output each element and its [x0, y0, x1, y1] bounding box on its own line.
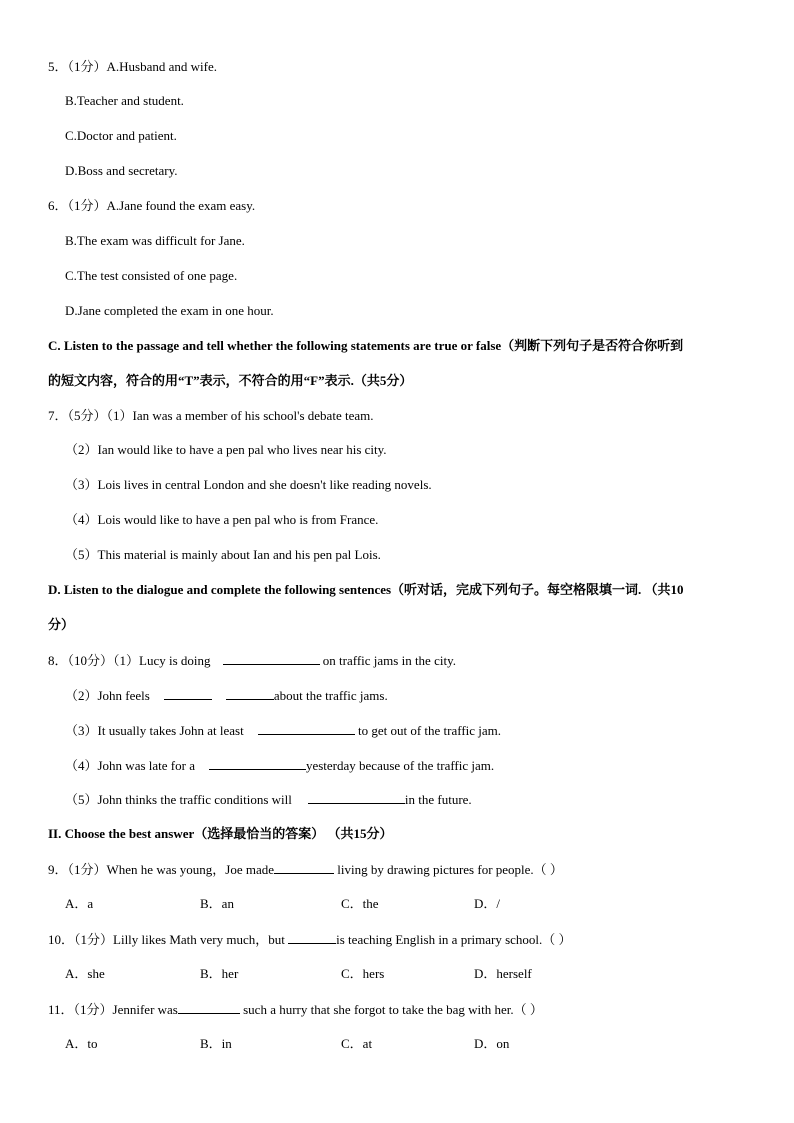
answer-blank[interactable]	[223, 652, 320, 665]
choice-d[interactable]: D．/	[474, 896, 501, 911]
choice-d[interactable]: D．on	[474, 1036, 510, 1051]
question-8-item-1-before: （1）Lucy is doing	[113, 653, 211, 668]
question-8-item-2	[65, 687, 388, 704]
answer-blank[interactable]	[274, 861, 334, 874]
question-10	[48, 931, 572, 948]
choice-d[interactable]: D．herself	[474, 966, 532, 981]
question-8-item-3-after: to get out of the traffic jam.	[354, 723, 502, 738]
question-6-option-d: D.Jane completed the exam in one hour.	[65, 303, 274, 318]
question-5-option-c: C.Doctor and patient.	[65, 128, 177, 143]
answer-blank[interactable]	[226, 687, 274, 700]
question-10-prefix: 10．（1分）	[48, 932, 114, 947]
question-10-after: is teaching English in a primary school.（ ）	[336, 932, 572, 947]
question-9-after: living by drawing pictures for people.（ ）	[334, 862, 563, 877]
question-8	[48, 652, 456, 669]
question-10-before: Lilly likes Math very much，but	[113, 932, 289, 947]
question-11-prefix: 11．（1分）	[48, 1002, 113, 1017]
question-8-item-3-before: （3）It usually takes John at least	[65, 723, 244, 738]
question-5-option-d: D.Boss and secretary.	[65, 163, 178, 178]
section-c-heading-line2: 的短文内容，符合的用“T”表示，不符合的用“F”表示.（共5分）	[48, 373, 413, 388]
question-8-prefix: 8．（10分）	[48, 653, 114, 668]
question-7-item-5: （5）This material is mainly about Ian and his pen pal Lois.	[65, 547, 381, 562]
question-9	[48, 861, 563, 878]
question-5-option-b: B.Teacher and student.	[65, 93, 184, 108]
question-7-item-1: （1）Ian was a member of his school's debate team.	[106, 408, 374, 423]
choice-c[interactable]: C．the	[341, 896, 379, 911]
choice-b[interactable]: B．in	[200, 1036, 232, 1051]
choice-a[interactable]: A．she	[65, 966, 105, 981]
question-8-item-1-after: on traffic jams in the city.	[319, 653, 456, 668]
choice-c[interactable]: C．at	[341, 1036, 373, 1051]
question-11-before: Jennifer was	[112, 1002, 178, 1017]
question-8-item-2-before: （2）John feels	[65, 688, 150, 703]
question-7	[48, 408, 373, 424]
section-d-heading-line2: 分）	[48, 617, 75, 632]
question-6	[48, 198, 255, 214]
choice-b[interactable]: B．an	[200, 896, 234, 911]
question-5-prefix: 5．（1分）	[48, 59, 107, 74]
question-8-item-4-after: yesterday because of the traffic jam.	[305, 758, 495, 773]
choice-a[interactable]: A．a	[65, 896, 94, 911]
section-ii-heading: II. Choose the best answer（选择最恰当的答案） （共15分）	[48, 826, 393, 841]
question-9-prefix: 9．（1分）	[48, 862, 107, 877]
question-9-before: When he was young，Joe made	[106, 862, 275, 877]
answer-blank[interactable]	[258, 722, 355, 735]
choice-c[interactable]: C．hers	[341, 966, 385, 981]
question-7-prefix: 7．（5分）	[48, 408, 107, 423]
choice-b[interactable]: B．her	[200, 966, 239, 981]
question-8-item-2-after: about the traffic jams.	[273, 688, 388, 703]
question-8-item-5-before: （5）John thinks the traffic conditions will	[65, 792, 292, 807]
question-8-item-4	[65, 757, 494, 774]
question-6-option-a: A.Jane found the exam easy.	[106, 198, 256, 213]
question-7-item-4: （4）Lois would like to have a pen pal who is from France.	[65, 512, 379, 527]
answer-blank[interactable]	[178, 1001, 240, 1014]
question-8-item-5-after: in the future.	[404, 792, 472, 807]
question-11	[48, 1001, 543, 1018]
question-7-item-2: （2）Ian would like to have a pen pal who lives near his city.	[65, 442, 387, 457]
question-6-option-c: C.The test consisted of one page.	[65, 268, 238, 283]
choice-a[interactable]: A．to	[65, 1036, 98, 1051]
question-8-item-3	[65, 722, 501, 739]
question-8-item-4-before: （4）John was late for a	[65, 758, 195, 773]
question-7-item-3: （3）Lois lives in central London and she doesn't like reading novels.	[65, 477, 432, 492]
question-5-option-a: A.Husband and wife.	[106, 59, 217, 74]
question-5	[48, 59, 217, 75]
answer-blank[interactable]	[288, 931, 336, 944]
answer-blank[interactable]	[308, 791, 405, 804]
question-8-item-5	[65, 791, 472, 808]
section-c-heading-line1: C. Listen to the passage and tell whether the following statements are true or false（判断下列句子是否符合你听到	[48, 338, 684, 353]
answer-blank[interactable]	[209, 757, 306, 770]
question-11-after: such a hurry that she forgot to take the bag with her.（ ）	[239, 1002, 543, 1017]
question-6-prefix: 6．（1分）	[48, 198, 107, 213]
section-d-heading-line1: D. Listen to the dialogue and complete the following sentences（听对话，完成下列句子。每空格限填一词. （共10	[48, 582, 684, 597]
question-6-option-b: B.The exam was difficult for Jane.	[65, 233, 245, 248]
answer-blank[interactable]	[164, 687, 212, 700]
